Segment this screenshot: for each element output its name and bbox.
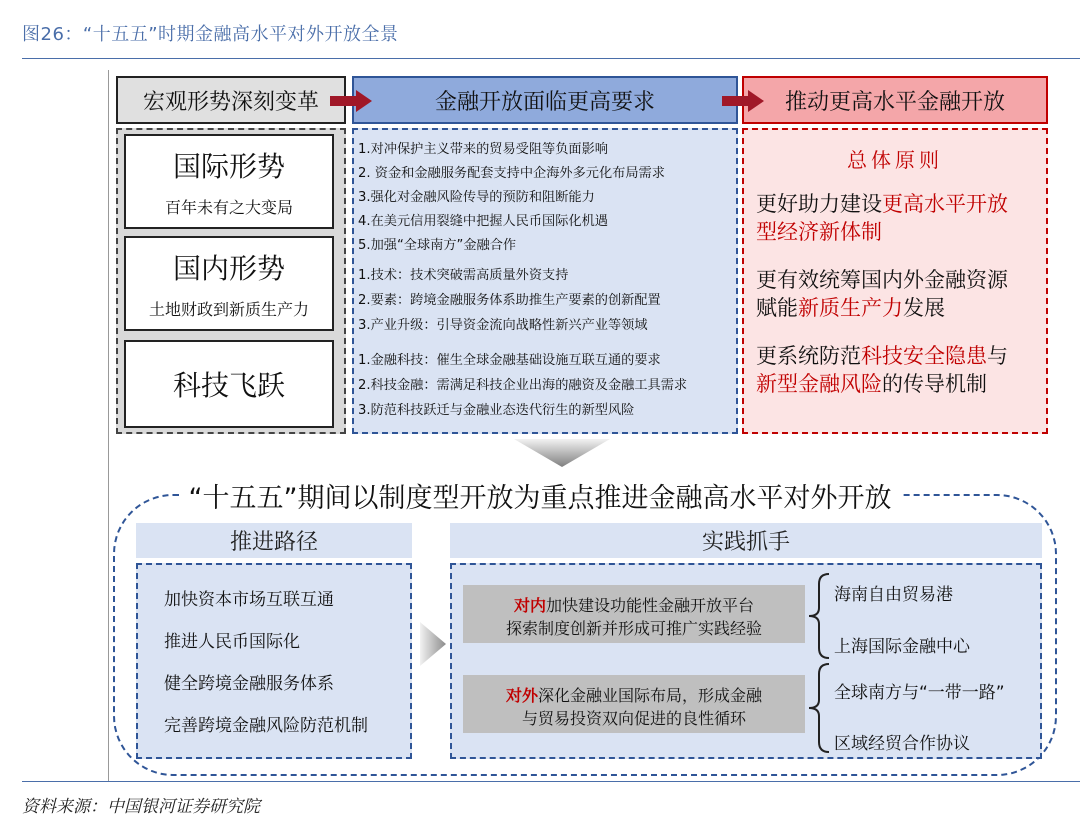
inward-measure-box [463,585,805,643]
requirement-item: 1.对冲保护主义带来的贸易受阻等负面影响 [358,142,608,157]
requirement-item: 3.防范科技跃迁与金融业态迭代衍生的新型风险 [358,403,635,418]
outward-bracket [807,662,831,754]
requirement-item: 2.要素：跨境金融服务体系助推生产要素的创新配置 [358,293,661,308]
text: 赋能 [756,296,798,320]
target-global-south: 全球南方与“一带一路” [834,683,1005,703]
source-note: 资料来源：中国银河证券研究院 [22,797,260,817]
principle-2-line-2 [756,292,945,322]
situation-subtitle: 土地财政到新质生产力 [148,300,309,319]
bottom-rule [22,781,1080,782]
situation-international [124,134,334,229]
target-regional-agreements: 区域经贸合作协议 [834,734,970,754]
situation-title: 科技飞跃 [172,369,285,402]
target-hainan: 海南自由贸易港 [834,585,953,605]
text: 更好助力建设 [756,192,882,216]
requirement-item: 5.加强“全球南方”金融合作 [358,238,517,253]
right-arrow-icon [418,622,448,666]
requirement-item: 1.金融科技：催生全球金融基础设施互联互通的要求 [358,353,661,368]
text: 加快建设功能性金融开放平台 [546,596,755,615]
outward-line-1 [463,683,805,706]
principle-3-line-1 [756,340,1008,370]
paths-panel [136,563,412,759]
red-arrow-1-icon [330,90,374,112]
header-higher-requirements: 金融开放面临更高要求 [352,76,738,124]
highlight: 更高水平开放 [882,192,1008,216]
outward-measure-box [463,675,805,733]
situation-title: 国内形势 [172,252,285,285]
practice-header: 实践抓手 [450,523,1042,558]
text: 深化金融业国际布局，形成金融 [538,686,763,705]
highlight: 科技安全隐患 [861,344,987,368]
requirement-item: 1.技术：技术突破需高质量外资支持 [358,268,569,283]
outward-label: 对外 [505,686,538,705]
main-title-text: “十五五”期间以制度型开放为重点推进金融高水平对外开放 [179,483,902,514]
requirement-item: 2. 资金和金融服务配套支持中企海外多元化布局需求 [358,166,665,181]
inward-line-2: 探索制度创新并形成可推广实践经验 [505,619,762,638]
situation-domestic [124,236,334,331]
requirement-item: 2.科技金融：需满足科技企业出海的融资及金融工具需求 [358,378,688,393]
requirement-item: 3.强化对金融风险传导的预防和阻断能力 [358,190,595,205]
path-item: 完善跨境金融风险防范机制 [164,716,368,736]
header-promote-opening: 推动更高水平金融开放 [742,76,1048,124]
text: 发展 [903,296,945,320]
header-macro-change: 宏观形势深刻变革 [116,76,346,124]
requirement-item: 4.在美元信用裂缝中把握人民币国际化机遇 [358,214,608,229]
highlight: 新质生产力 [798,296,903,320]
target-shanghai: 上海国际金融中心 [834,637,970,657]
inward-line-1 [463,593,805,616]
principles-panel [742,128,1048,434]
red-arrow-2-icon [722,90,766,112]
path-item: 健全跨境金融服务体系 [164,674,334,694]
outward-line-2: 与贸易投资双向促进的良性循环 [521,709,746,728]
inward-label: 对内 [513,596,546,615]
text: 的传导机制 [882,372,987,396]
principle-1-line-2: 型经济新体制 [756,220,882,244]
requirement-item: 3.产业升级：引导资金流向战略性新兴产业等领域 [358,318,648,333]
principle-2-line-1: 更有效统筹国内外金融资源 [756,268,1008,292]
principle-3-line-2 [756,368,987,398]
text: 更系统防范 [756,344,861,368]
situation-subtitle: 百年未有之大变局 [164,198,293,217]
situation-title: 国际形势 [172,150,285,183]
path-item: 加快资本市场互联互通 [164,590,334,610]
principles-title: 总体原则 [847,148,943,172]
left-margin-line [108,70,109,782]
main-title [0,476,1080,515]
down-arrow-icon [514,437,610,469]
situation-technology [124,340,334,428]
requirements-panel [352,128,738,434]
top-rule [22,58,1080,59]
figure-title: 图26：“十五五”时期金融高水平对外开放全景 [22,24,399,45]
paths-header: 推进路径 [136,523,412,558]
highlight: 新型金融风险 [756,372,882,396]
principle-1-line-1 [756,188,1008,218]
text: 与 [987,344,1008,368]
inward-bracket [807,572,831,660]
path-item: 推进人民币国际化 [164,632,300,652]
